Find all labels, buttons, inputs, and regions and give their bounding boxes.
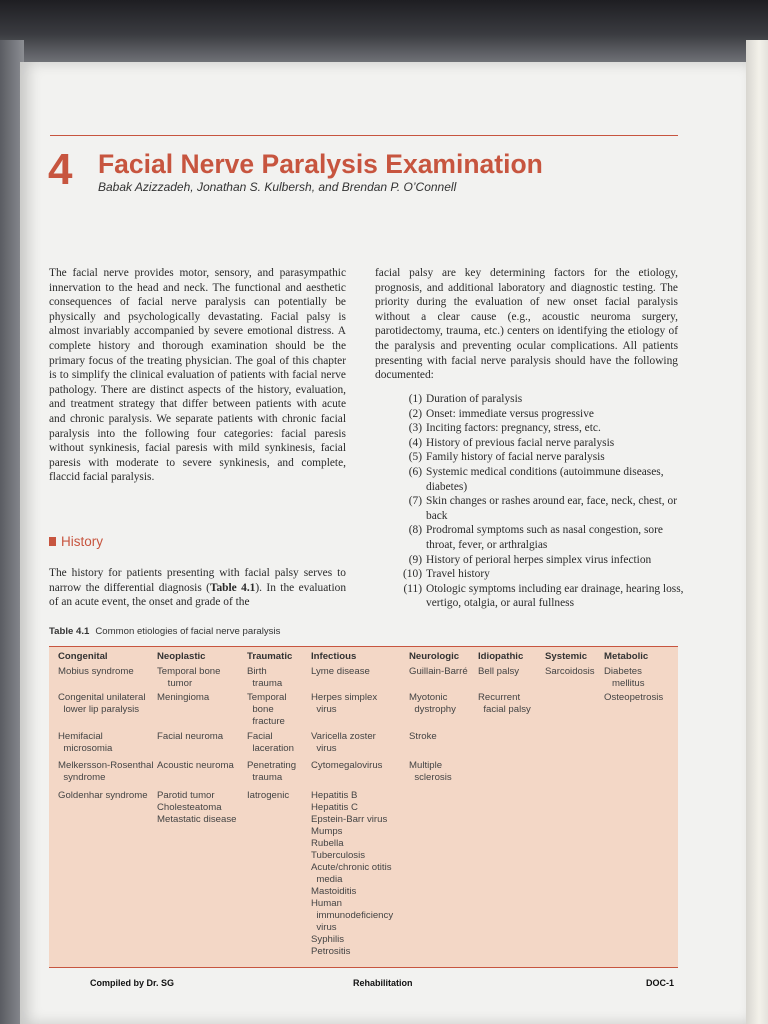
table-cell: Myotonic dystrophy: [409, 692, 456, 715]
table-cell: Osteopetrosis: [604, 692, 664, 703]
footer-doc-id: DOC-1: [646, 978, 675, 988]
chapter-rule: [50, 135, 678, 136]
list-item-text: Travel history: [426, 568, 490, 581]
list-item-number: (10): [403, 568, 422, 581]
history-text-continued: ). In the evaluation of an acute event, the onset and grade of the: [49, 581, 347, 609]
table-cell: Meningioma: [157, 692, 210, 703]
list-item-text: History of perioral herpes simplex virus infection: [426, 553, 652, 566]
table-reference-link[interactable]: Table 4.1: [209, 581, 256, 594]
table-cell: Iatrogenic: [247, 790, 290, 801]
table-cell: Facial neuroma: [157, 731, 224, 742]
chapter-number: 4: [48, 145, 73, 194]
footer-subject: Rehabilitation: [353, 978, 413, 988]
table-cell: Bell palsy: [478, 666, 520, 677]
list-item-text: History of previous facial nerve paralysis: [426, 436, 615, 449]
table-header-cell: Neoplastic: [157, 651, 206, 662]
table-cell: Lyme disease: [311, 666, 370, 677]
list-item-number: (1): [408, 393, 422, 405]
table-cell: Facial laceration: [247, 731, 294, 754]
list-item-text: Inciting factors: pregnancy, stress, etc.: [426, 422, 601, 435]
table-cell: Acoustic neuroma: [157, 760, 234, 771]
documentation-list-item: [395, 582, 695, 611]
table-header-cell: Infectious: [311, 651, 357, 662]
table-cell: Guillain-Barré: [409, 666, 468, 677]
table-header-cell: Metabolic: [604, 651, 649, 662]
documentation-list-item: [395, 567, 695, 582]
table-cell: Congenital unilateral lower lip paralysis: [58, 692, 146, 715]
table-cell: Goldenhar syndrome: [58, 790, 148, 801]
table-cell: Melkersson-Rosenthal syndrome: [58, 760, 154, 783]
list-item-text: Duration of paralysis: [426, 393, 523, 405]
table-header-cell: Systemic: [545, 651, 588, 662]
table-header-cell: Idiopathic: [478, 651, 524, 662]
list-item-text: Skin changes or rashes around ear, face, neck, chest, or back: [426, 495, 677, 522]
table-label: Table 4.1: [49, 626, 90, 637]
table-cell: Sarcoidosis: [545, 666, 595, 677]
list-item-number: (2): [408, 407, 422, 420]
documentation-list-item: [395, 465, 695, 494]
documentation-list-item: [395, 407, 695, 422]
table-cell: Penetrating trauma: [247, 760, 297, 783]
list-item-number: (8): [408, 524, 422, 537]
documentation-list-item: [395, 450, 695, 465]
table-cell: Birth trauma: [247, 666, 283, 689]
table-cell: Parotid tumor Cholesteatoma Metastatic disease: [157, 790, 237, 825]
list-item-text: Onset: immediate versus progressive: [426, 407, 594, 420]
history-heading: [49, 534, 103, 549]
history-text: The history for patients presenting with facial palsy serves to narrow the differential diagnosis (: [49, 567, 346, 594]
table-cell: Diabetes mellitus: [604, 666, 645, 689]
table-bottom-rule: [49, 967, 678, 968]
table-cell: Herpes simplex virus: [311, 692, 378, 715]
list-item-number: (3): [408, 422, 422, 435]
table-cell: Recurrent facial palsy: [478, 692, 531, 715]
scan-top-shadow: [0, 0, 768, 62]
table-cell: Hepatitis B Hepatitis C Epstein-Barr virus Mumps Rubella Tuberculosis Acute/chronic otitis media Mastoiditis Human immunodeficiency virus Syphilis Petrositis: [311, 790, 394, 957]
list-item-number: (6): [408, 465, 422, 478]
chapter-authors: Babak Azizzadeh, Jonathan S. Kulbersh, and Brendan P. O’Connell: [98, 180, 457, 194]
history-paragraph: [49, 566, 346, 610]
list-item-text: Otologic symptoms including ear drainage, hearing loss, vertigo, otalgia, or aural fullness: [426, 582, 684, 610]
intro-paragraph-left: The facial nerve provides motor, sensory, and parasympathic innervation to the head and neck. The functional and aesthetic consequences of facial nerve paralysis can potentially be physically and psychologically devastating. Facial palsy is almost invariably accompanied by severe emotional distress. A complete history and thorough examination should be the primary focus of the treating physician. The goal of this chapter is to simplify the clinical evaluation of patients with facial nerve pathology. There are distinct aspects of the history, evaluation, and treatment strategy that differ between patients with acute and chronic paralysis. We separate patients with chronic facial paralysis into the following four categories: facial paresis without synkinesis, facial paresis with mild synkinesis, facial paresis with moderate to severe synkinesis, and complete, flaccid facial paralysis.: [49, 267, 346, 484]
list-item-number: (11): [403, 582, 422, 595]
history-heading-text: History: [61, 534, 104, 549]
table-header-cell: Congenital: [58, 651, 108, 662]
documentation-list-item: [395, 553, 695, 568]
documentation-list-item: [395, 523, 695, 552]
table-cell: Temporal bone fracture: [247, 692, 287, 727]
table-cell: Varicella zoster virus: [311, 731, 376, 754]
table-cell: Hemifacial microsomia: [58, 731, 113, 754]
list-item-text: Systemic medical conditions (autoimmune diseases, diabetes): [426, 465, 664, 493]
footer-compiler: Compiled by Dr. SG: [90, 978, 175, 988]
list-item-number: (5): [408, 451, 422, 464]
list-item-text: Prodromal symptoms such as nasal congestion, sore throat, fever, or arthralgias: [426, 524, 663, 551]
adjacent-page-edge: [746, 40, 768, 1024]
documentation-list: [395, 392, 695, 611]
table-caption: [49, 626, 280, 637]
chapter-title: Facial Nerve Paralysis Examination: [98, 149, 543, 179]
list-item-number: (7): [408, 495, 422, 508]
table-cell: Mobius syndrome: [58, 666, 134, 677]
table-header-cell: Neurologic: [409, 651, 460, 662]
table-cell: Stroke: [409, 731, 437, 742]
table-cell: Multiple sclerosis: [409, 760, 452, 783]
list-item-text: Family history of facial nerve paralysis: [426, 451, 605, 464]
table-cell: Cytomegalovirus: [311, 760, 383, 771]
table-header-cell: Traumatic: [247, 651, 293, 662]
table-caption-text: Common etiologies of facial nerve paralysis: [95, 626, 281, 637]
intro-paragraph-right: facial palsy are key determining factors for the etiology, prognosis, and additional laboratory and diagnostic testing. The priority during the evaluation of new onset facial paralysis without a clear cause (e.g., acoustic neuroma surgery, parotidectomy, trauma, etc.) centers on identifying the etiology of the paralysis and preventing ocular complications. All patients presenting with facial nerve paralysis should have the following documented:: [375, 267, 678, 382]
documentation-list-item: [395, 421, 695, 436]
table-top-rule: [49, 646, 678, 647]
section-marker-icon: [49, 537, 56, 546]
documentation-list-item: [395, 436, 695, 451]
documentation-list-item: [395, 392, 695, 407]
list-item-number: (9): [408, 553, 422, 566]
documentation-list-item: [395, 494, 695, 523]
list-item-number: (4): [408, 436, 422, 449]
book-page: [20, 62, 746, 1024]
table-cell: Temporal bone tumor: [157, 666, 221, 689]
